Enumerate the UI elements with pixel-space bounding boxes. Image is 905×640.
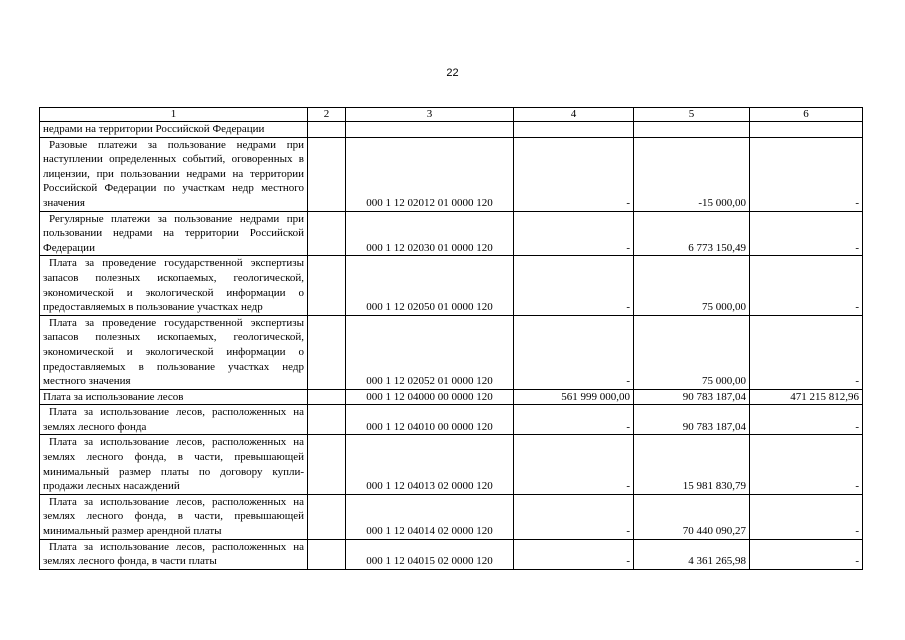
row-remaining: - bbox=[750, 539, 863, 569]
row-code bbox=[346, 122, 514, 138]
row-executed: 70 440 090,27 bbox=[634, 494, 750, 539]
row-code: 000 1 12 04013 02 0000 120 bbox=[346, 435, 514, 494]
row-remaining: - bbox=[750, 494, 863, 539]
row-remaining: 471 215 812,96 bbox=[750, 389, 863, 405]
row-col2 bbox=[308, 137, 346, 211]
row-code: 000 1 12 04014 02 0000 120 bbox=[346, 494, 514, 539]
row-approved: - bbox=[514, 494, 634, 539]
row-col2 bbox=[308, 435, 346, 494]
row-code: 000 1 12 02030 01 0000 120 bbox=[346, 211, 514, 256]
column-header-5: 5 bbox=[634, 108, 750, 122]
row-description: Плата за использование лесов, расположенных на землях лесного фонда, в части, превышающей минимальный размер арендной платы bbox=[40, 494, 308, 539]
table-row bbox=[40, 389, 863, 405]
row-executed: 6 773 150,49 bbox=[634, 211, 750, 256]
row-code: 000 1 12 02012 01 0000 120 bbox=[346, 137, 514, 211]
table-row bbox=[40, 315, 863, 389]
row-code: 000 1 12 04010 00 0000 120 bbox=[346, 405, 514, 435]
table-row bbox=[40, 137, 863, 211]
table-row bbox=[40, 494, 863, 539]
column-header-2: 2 bbox=[308, 108, 346, 122]
row-remaining bbox=[750, 122, 863, 138]
row-executed: 90 783 187,04 bbox=[634, 405, 750, 435]
row-remaining: - bbox=[750, 256, 863, 315]
table-row bbox=[40, 405, 863, 435]
row-description: недрами на территории Российской Федерации bbox=[40, 122, 308, 138]
column-header-3: 3 bbox=[346, 108, 514, 122]
column-header-6: 6 bbox=[750, 108, 863, 122]
row-executed: 90 783 187,04 bbox=[634, 389, 750, 405]
row-description: Плата за использование лесов, расположенных на землях лесного фонда, в части, превышающей минимальный размер платы по договору купли- продажи лесных насаждений bbox=[40, 435, 308, 494]
row-remaining: - bbox=[750, 315, 863, 389]
table-row bbox=[40, 122, 863, 138]
row-col2 bbox=[308, 494, 346, 539]
row-description: Регулярные платежи за пользование недрами при пользовании недрами на территории Российской Федерации bbox=[40, 211, 308, 256]
row-approved: - bbox=[514, 211, 634, 256]
column-header-1: 1 bbox=[40, 108, 308, 122]
row-code: 000 1 12 02052 01 0000 120 bbox=[346, 315, 514, 389]
column-header-4: 4 bbox=[514, 108, 634, 122]
row-col2 bbox=[308, 256, 346, 315]
row-col2 bbox=[308, 539, 346, 569]
table-row bbox=[40, 539, 863, 569]
row-code: 000 1 12 04000 00 0000 120 bbox=[346, 389, 514, 405]
row-approved: - bbox=[514, 137, 634, 211]
row-description: Разовые платежи за пользование недрами при наступлении определенных событий, оговоренных в лицензии, при пользовании недрами на территории Российской Федерации по участкам недр местного значения bbox=[40, 137, 308, 211]
table-row bbox=[40, 435, 863, 494]
row-col2 bbox=[308, 405, 346, 435]
row-col2 bbox=[308, 122, 346, 138]
revenue-table bbox=[39, 107, 863, 570]
row-executed bbox=[634, 122, 750, 138]
table-row bbox=[40, 256, 863, 315]
row-remaining: - bbox=[750, 137, 863, 211]
row-approved: - bbox=[514, 315, 634, 389]
row-executed: 4 361 265,98 bbox=[634, 539, 750, 569]
page-number: 22 bbox=[446, 67, 459, 79]
row-approved: - bbox=[514, 405, 634, 435]
row-col2 bbox=[308, 389, 346, 405]
row-executed: -15 000,00 bbox=[634, 137, 750, 211]
row-approved bbox=[514, 122, 634, 138]
table-row bbox=[40, 211, 863, 256]
row-remaining: - bbox=[750, 435, 863, 494]
row-approved: - bbox=[514, 539, 634, 569]
row-executed: 15 981 830,79 bbox=[634, 435, 750, 494]
row-description: Плата за использование лесов, расположенных на землях лесного фонда bbox=[40, 405, 308, 435]
row-code: 000 1 12 02050 01 0000 120 bbox=[346, 256, 514, 315]
row-executed: 75 000,00 bbox=[634, 256, 750, 315]
row-remaining: - bbox=[750, 405, 863, 435]
row-description: Плата за проведение государственной экспертизы запасов полезных ископаемых, геологической, экономической и экологической информации о предоставляемых в пользование участках недр местного значения bbox=[40, 315, 308, 389]
row-approved: - bbox=[514, 256, 634, 315]
row-remaining: - bbox=[750, 211, 863, 256]
row-executed: 75 000,00 bbox=[634, 315, 750, 389]
row-code: 000 1 12 04015 02 0000 120 bbox=[346, 539, 514, 569]
row-description: Плата за использование лесов, расположенных на землях лесного фонда, в части платы bbox=[40, 539, 308, 569]
row-col2 bbox=[308, 315, 346, 389]
row-description: Плата за проведение государственной экспертизы запасов полезных ископаемых, геологической, экономической и экологической информации о предоставляемых в пользование участках недр bbox=[40, 256, 308, 315]
row-description: Плата за использование лесов bbox=[40, 389, 308, 405]
row-col2 bbox=[308, 211, 346, 256]
row-approved: - bbox=[514, 435, 634, 494]
header-row bbox=[40, 108, 863, 122]
row-approved: 561 999 000,00 bbox=[514, 389, 634, 405]
